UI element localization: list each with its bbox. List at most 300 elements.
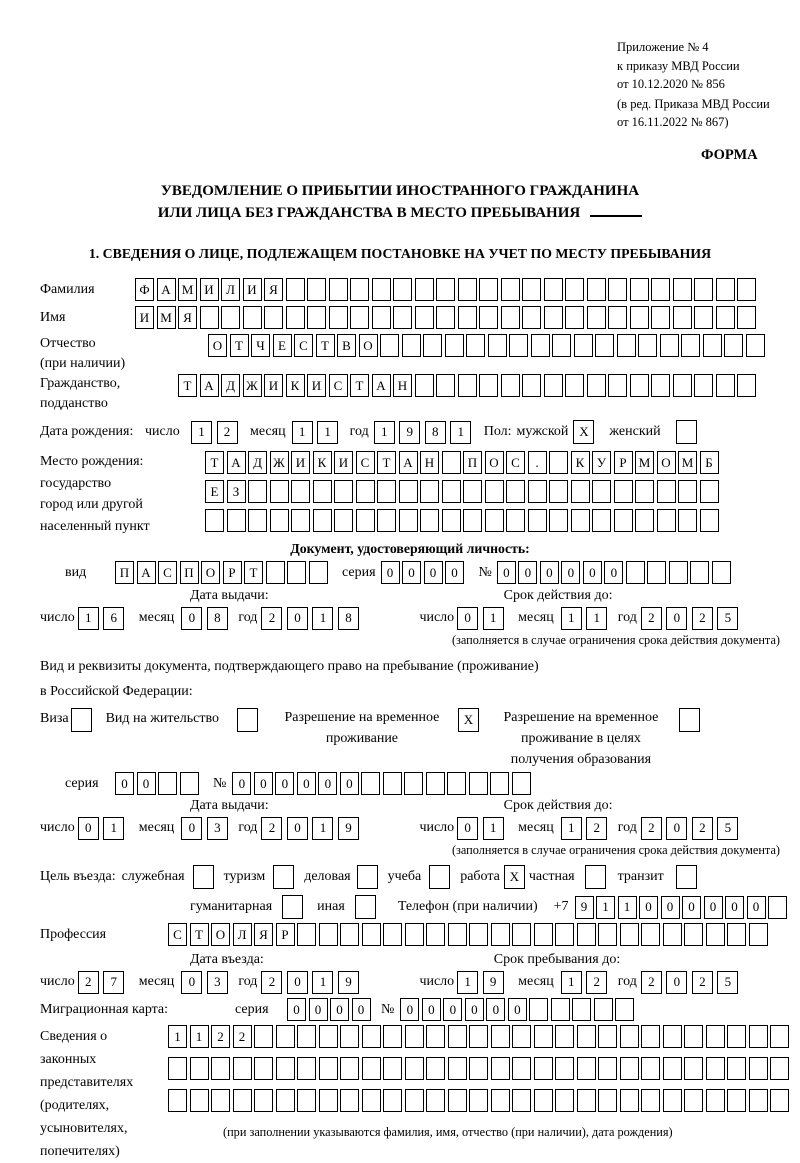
- form-cell[interactable]: [676, 865, 697, 889]
- form-cell[interactable]: 0: [78, 817, 99, 840]
- form-cell[interactable]: Б: [700, 451, 719, 474]
- form-cell[interactable]: [694, 306, 713, 329]
- form-cell[interactable]: [641, 923, 660, 946]
- form-cell[interactable]: 0: [508, 998, 527, 1021]
- form-cell[interactable]: 0: [287, 998, 306, 1021]
- form-cell[interactable]: [469, 923, 488, 946]
- residence-issue-month-cells[interactable]: [181, 817, 232, 840]
- form-cell[interactable]: 2: [261, 971, 282, 994]
- form-cell[interactable]: Т: [190, 923, 209, 946]
- form-cell[interactable]: [491, 1057, 510, 1080]
- form-cell[interactable]: 9: [338, 971, 359, 994]
- form-cell[interactable]: [377, 480, 396, 503]
- form-cell[interactable]: [681, 334, 700, 357]
- form-cell[interactable]: 1: [103, 817, 124, 840]
- purpose-official-checkbox[interactable]: [193, 865, 214, 889]
- form-cell[interactable]: К: [313, 451, 332, 474]
- form-cell[interactable]: 9: [483, 971, 504, 994]
- form-cell[interactable]: [684, 1057, 703, 1080]
- form-cell[interactable]: 0: [137, 772, 156, 795]
- form-cell[interactable]: 2: [641, 971, 662, 994]
- form-cell[interactable]: С: [506, 451, 525, 474]
- form-cell[interactable]: [180, 772, 199, 795]
- form-cell[interactable]: С: [294, 334, 313, 357]
- form-cell[interactable]: [415, 306, 434, 329]
- form-cell[interactable]: 2: [692, 817, 713, 840]
- purpose-private-checkbox[interactable]: [585, 865, 606, 889]
- residence-number-cells[interactable]: [232, 772, 533, 795]
- form-cell[interactable]: [694, 374, 713, 397]
- form-cell[interactable]: [509, 334, 528, 357]
- purpose-work-checkbox[interactable]: [504, 865, 525, 889]
- form-cell[interactable]: 6: [103, 607, 124, 630]
- form-cell[interactable]: 1: [618, 896, 637, 919]
- form-cell[interactable]: [630, 306, 649, 329]
- form-cell[interactable]: П: [463, 451, 482, 474]
- form-cell[interactable]: Л: [233, 923, 252, 946]
- form-cell[interactable]: [501, 306, 520, 329]
- form-cell[interactable]: 0: [604, 561, 623, 584]
- form-cell[interactable]: 0: [422, 998, 441, 1021]
- form-cell[interactable]: [531, 334, 550, 357]
- form-cell[interactable]: И: [307, 374, 326, 397]
- identity-kind-cells[interactable]: [115, 561, 330, 584]
- form-cell[interactable]: [587, 278, 606, 301]
- form-cell[interactable]: 0: [457, 607, 478, 630]
- form-cell[interactable]: 1: [596, 896, 615, 919]
- form-cell[interactable]: 1: [168, 1025, 187, 1048]
- form-cell[interactable]: [442, 509, 461, 532]
- form-cell[interactable]: Т: [316, 334, 335, 357]
- form-cell[interactable]: [211, 1089, 230, 1112]
- form-cell[interactable]: 0: [497, 561, 516, 584]
- form-cell[interactable]: [555, 923, 574, 946]
- form-cell[interactable]: [635, 480, 654, 503]
- form-cell[interactable]: 2: [211, 1025, 230, 1048]
- identity-number-cells[interactable]: [497, 561, 734, 584]
- form-cell[interactable]: [399, 509, 418, 532]
- form-cell[interactable]: 1: [292, 421, 313, 444]
- birth-place-cells-row1[interactable]: [205, 451, 721, 474]
- form-cell[interactable]: [447, 772, 466, 795]
- form-cell[interactable]: [266, 561, 285, 584]
- form-cell[interactable]: 3: [207, 971, 228, 994]
- form-cell[interactable]: [362, 1057, 381, 1080]
- form-cell[interactable]: [313, 509, 332, 532]
- form-cell[interactable]: 1: [561, 817, 582, 840]
- form-cell[interactable]: Н: [420, 451, 439, 474]
- form-cell[interactable]: 3: [207, 817, 228, 840]
- form-cell[interactable]: [436, 278, 455, 301]
- form-cell[interactable]: [657, 480, 676, 503]
- form-cell[interactable]: [592, 509, 611, 532]
- form-cell[interactable]: [529, 998, 548, 1021]
- form-cell[interactable]: [506, 480, 525, 503]
- form-cell[interactable]: 0: [704, 896, 723, 919]
- form-cell[interactable]: [700, 509, 719, 532]
- form-cell[interactable]: [555, 1025, 574, 1048]
- form-cell[interactable]: [393, 306, 412, 329]
- form-cell[interactable]: [684, 1025, 703, 1048]
- form-cell[interactable]: [297, 1057, 316, 1080]
- identity-series-cells[interactable]: [381, 561, 467, 584]
- form-cell[interactable]: 2: [586, 971, 607, 994]
- stay-month-cells[interactable]: [561, 971, 612, 994]
- form-cell[interactable]: [585, 865, 606, 889]
- form-cell[interactable]: [448, 923, 467, 946]
- form-cell[interactable]: 2: [261, 817, 282, 840]
- form-cell[interactable]: М: [157, 306, 176, 329]
- form-cell[interactable]: [297, 1089, 316, 1112]
- form-cell[interactable]: 1: [483, 607, 504, 630]
- form-cell[interactable]: [211, 1057, 230, 1080]
- form-cell[interactable]: О: [485, 451, 504, 474]
- form-cell[interactable]: [770, 1025, 789, 1048]
- residence-series-cells[interactable]: [115, 772, 201, 795]
- form-cell[interactable]: [383, 923, 402, 946]
- form-cell[interactable]: [620, 1057, 639, 1080]
- form-cell[interactable]: 0: [297, 772, 316, 795]
- form-cell[interactable]: [522, 306, 541, 329]
- form-cell[interactable]: [248, 509, 267, 532]
- form-cell[interactable]: [362, 923, 381, 946]
- form-cell[interactable]: [501, 374, 520, 397]
- form-cell[interactable]: [770, 1057, 789, 1080]
- form-cell[interactable]: [768, 896, 787, 919]
- form-cell[interactable]: 5: [717, 817, 738, 840]
- form-cell[interactable]: [168, 1057, 187, 1080]
- form-cell[interactable]: [716, 306, 735, 329]
- form-cell[interactable]: [383, 1057, 402, 1080]
- form-cell[interactable]: [469, 1057, 488, 1080]
- form-cell[interactable]: X: [458, 708, 479, 732]
- birth-year-cells[interactable]: [374, 421, 476, 444]
- form-cell[interactable]: 0: [352, 998, 371, 1021]
- form-cell[interactable]: 0: [181, 817, 202, 840]
- form-cell[interactable]: 0: [232, 772, 251, 795]
- form-cell[interactable]: П: [115, 561, 134, 584]
- form-cell[interactable]: И: [291, 451, 310, 474]
- phone-cells[interactable]: [575, 896, 790, 919]
- form-cell[interactable]: А: [372, 374, 391, 397]
- form-cell[interactable]: [727, 1089, 746, 1112]
- form-cell[interactable]: [287, 561, 306, 584]
- form-cell[interactable]: 1: [191, 421, 212, 444]
- migration-number-cells[interactable]: [400, 998, 637, 1021]
- representatives-cells-row3[interactable]: [168, 1089, 792, 1112]
- form-cell[interactable]: [340, 1057, 359, 1080]
- form-cell[interactable]: Т: [205, 451, 224, 474]
- form-cell[interactable]: 1: [561, 607, 582, 630]
- form-cell[interactable]: [426, 923, 445, 946]
- residence-expiry-day-cells[interactable]: [457, 817, 508, 840]
- form-cell[interactable]: [716, 278, 735, 301]
- form-cell[interactable]: [598, 1089, 617, 1112]
- form-cell[interactable]: А: [227, 451, 246, 474]
- form-cell[interactable]: [577, 923, 596, 946]
- form-cell[interactable]: Т: [377, 451, 396, 474]
- birth-place-cells-row2[interactable]: [205, 480, 721, 503]
- entry-day-cells[interactable]: [78, 971, 129, 994]
- form-cell[interactable]: [415, 374, 434, 397]
- form-cell[interactable]: [291, 509, 310, 532]
- form-cell[interactable]: [673, 374, 692, 397]
- form-cell[interactable]: Л: [221, 278, 240, 301]
- form-cell[interactable]: У: [592, 451, 611, 474]
- form-cell[interactable]: 2: [586, 817, 607, 840]
- form-cell[interactable]: 1: [78, 607, 99, 630]
- form-cell[interactable]: Д: [248, 451, 267, 474]
- form-cell[interactable]: [641, 1025, 660, 1048]
- form-cell[interactable]: [706, 1057, 725, 1080]
- form-cell[interactable]: [614, 509, 633, 532]
- form-cell[interactable]: [749, 1089, 768, 1112]
- form-cell[interactable]: 0: [400, 998, 419, 1021]
- form-cell[interactable]: [749, 1057, 768, 1080]
- identity-expiry-day-cells[interactable]: [457, 607, 508, 630]
- form-cell[interactable]: Е: [205, 480, 224, 503]
- form-cell[interactable]: В: [337, 334, 356, 357]
- form-cell[interactable]: [679, 708, 700, 732]
- form-cell[interactable]: [544, 374, 563, 397]
- form-cell[interactable]: [549, 451, 568, 474]
- form-cell[interactable]: .: [528, 451, 547, 474]
- form-cell[interactable]: [458, 278, 477, 301]
- form-cell[interactable]: Ч: [251, 334, 270, 357]
- form-cell[interactable]: [404, 772, 423, 795]
- form-cell[interactable]: 0: [518, 561, 537, 584]
- form-cell[interactable]: [522, 374, 541, 397]
- form-cell[interactable]: [595, 334, 614, 357]
- form-cell[interactable]: [512, 772, 531, 795]
- form-cell[interactable]: [620, 923, 639, 946]
- form-cell[interactable]: [436, 374, 455, 397]
- form-cell[interactable]: А: [157, 278, 176, 301]
- form-cell[interactable]: [420, 480, 439, 503]
- form-cell[interactable]: [71, 708, 92, 732]
- form-cell[interactable]: [565, 306, 584, 329]
- form-cell[interactable]: [393, 278, 412, 301]
- form-cell[interactable]: [463, 480, 482, 503]
- purpose-other-checkbox[interactable]: [355, 895, 376, 919]
- form-cell[interactable]: [491, 1025, 510, 1048]
- form-cell[interactable]: [737, 374, 756, 397]
- form-cell[interactable]: О: [657, 451, 676, 474]
- form-cell[interactable]: [402, 334, 421, 357]
- form-cell[interactable]: [577, 1089, 596, 1112]
- identity-issue-day-cells[interactable]: [78, 607, 129, 630]
- form-cell[interactable]: [608, 278, 627, 301]
- form-cell[interactable]: [727, 1057, 746, 1080]
- form-cell[interactable]: 0: [254, 772, 273, 795]
- form-cell[interactable]: [684, 1089, 703, 1112]
- form-cell[interactable]: [205, 509, 224, 532]
- form-cell[interactable]: 0: [445, 561, 464, 584]
- purpose-humanitarian-checkbox[interactable]: [282, 895, 303, 919]
- form-cell[interactable]: [357, 865, 378, 889]
- migration-series-cells[interactable]: [287, 998, 373, 1021]
- form-cell[interactable]: X: [504, 865, 525, 889]
- form-cell[interactable]: [716, 374, 735, 397]
- form-cell[interactable]: [405, 1025, 424, 1048]
- form-cell[interactable]: [254, 1025, 273, 1048]
- form-cell[interactable]: [626, 561, 645, 584]
- form-cell[interactable]: Я: [264, 278, 283, 301]
- form-cell[interactable]: [276, 1089, 295, 1112]
- form-cell[interactable]: [544, 278, 563, 301]
- form-cell[interactable]: 1: [190, 1025, 209, 1048]
- form-cell[interactable]: [340, 1025, 359, 1048]
- form-cell[interactable]: Т: [350, 374, 369, 397]
- form-cell[interactable]: [319, 1089, 338, 1112]
- form-cell[interactable]: 0: [402, 561, 421, 584]
- form-cell[interactable]: [512, 1025, 531, 1048]
- form-cell[interactable]: 9: [399, 421, 420, 444]
- form-cell[interactable]: 9: [338, 817, 359, 840]
- form-cell[interactable]: [528, 480, 547, 503]
- form-cell[interactable]: [193, 865, 214, 889]
- stay-day-cells[interactable]: [457, 971, 508, 994]
- form-cell[interactable]: [706, 1025, 725, 1048]
- form-cell[interactable]: 0: [747, 896, 766, 919]
- form-cell[interactable]: С: [168, 923, 187, 946]
- form-cell[interactable]: [372, 306, 391, 329]
- form-cell[interactable]: [307, 278, 326, 301]
- form-cell[interactable]: 0: [465, 998, 484, 1021]
- form-cell[interactable]: [614, 480, 633, 503]
- form-cell[interactable]: [641, 1057, 660, 1080]
- form-cell[interactable]: [737, 278, 756, 301]
- form-cell[interactable]: [254, 1089, 273, 1112]
- form-cell[interactable]: 0: [666, 607, 687, 630]
- form-cell[interactable]: [248, 480, 267, 503]
- form-cell[interactable]: [479, 374, 498, 397]
- form-cell[interactable]: [749, 923, 768, 946]
- form-cell[interactable]: 1: [312, 971, 333, 994]
- form-cell[interactable]: Т: [244, 561, 263, 584]
- residence-expiry-month-cells[interactable]: [561, 817, 612, 840]
- form-cell[interactable]: 1: [312, 817, 333, 840]
- form-cell[interactable]: О: [359, 334, 378, 357]
- form-cell[interactable]: [630, 278, 649, 301]
- form-cell[interactable]: [678, 480, 697, 503]
- form-cell[interactable]: [635, 509, 654, 532]
- form-cell[interactable]: 1: [317, 421, 338, 444]
- form-cell[interactable]: [458, 306, 477, 329]
- form-cell[interactable]: Д: [221, 374, 240, 397]
- form-cell[interactable]: 0: [666, 971, 687, 994]
- form-cell[interactable]: [727, 1025, 746, 1048]
- form-cell[interactable]: 2: [217, 421, 238, 444]
- identity-issue-year-cells[interactable]: [261, 607, 363, 630]
- birth-place-cells-row3[interactable]: [205, 509, 721, 532]
- form-cell[interactable]: [615, 998, 634, 1021]
- form-cell[interactable]: [657, 509, 676, 532]
- form-cell[interactable]: 1: [457, 971, 478, 994]
- form-cell[interactable]: [522, 278, 541, 301]
- form-cell[interactable]: [254, 1057, 273, 1080]
- form-cell[interactable]: [469, 1025, 488, 1048]
- form-cell[interactable]: 0: [443, 998, 462, 1021]
- form-cell[interactable]: [282, 895, 303, 919]
- form-cell[interactable]: И: [200, 278, 219, 301]
- sex-male-checkbox[interactable]: [573, 420, 594, 444]
- form-cell[interactable]: И: [334, 451, 353, 474]
- form-cell[interactable]: 2: [641, 607, 662, 630]
- form-cell[interactable]: [426, 1057, 445, 1080]
- form-cell[interactable]: И: [243, 278, 262, 301]
- form-cell[interactable]: [270, 480, 289, 503]
- form-cell[interactable]: [334, 509, 353, 532]
- form-cell[interactable]: [651, 374, 670, 397]
- form-cell[interactable]: [190, 1057, 209, 1080]
- form-cell[interactable]: [712, 561, 731, 584]
- form-cell[interactable]: [608, 306, 627, 329]
- purpose-tourism-checkbox[interactable]: [273, 865, 294, 889]
- form-cell[interactable]: [594, 998, 613, 1021]
- form-cell[interactable]: [555, 1057, 574, 1080]
- form-cell[interactable]: 9: [575, 896, 594, 919]
- form-cell[interactable]: [549, 480, 568, 503]
- form-cell[interactable]: [227, 509, 246, 532]
- form-cell[interactable]: 0: [457, 817, 478, 840]
- form-cell[interactable]: 2: [692, 971, 713, 994]
- form-cell[interactable]: [673, 306, 692, 329]
- form-cell[interactable]: [383, 1025, 402, 1048]
- form-cell[interactable]: 0: [287, 607, 308, 630]
- form-cell[interactable]: 0: [486, 998, 505, 1021]
- edu-permit-checkbox[interactable]: [679, 708, 700, 732]
- stay-year-cells[interactable]: [641, 971, 743, 994]
- form-cell[interactable]: [286, 306, 305, 329]
- form-cell[interactable]: А: [399, 451, 418, 474]
- form-cell[interactable]: [574, 334, 593, 357]
- form-cell[interactable]: С: [356, 451, 375, 474]
- form-cell[interactable]: [512, 923, 531, 946]
- identity-issue-month-cells[interactable]: [181, 607, 232, 630]
- form-cell[interactable]: 1: [312, 607, 333, 630]
- form-cell[interactable]: [445, 334, 464, 357]
- form-cell[interactable]: [565, 374, 584, 397]
- form-cell[interactable]: [669, 561, 688, 584]
- form-cell[interactable]: [383, 1089, 402, 1112]
- form-cell[interactable]: [233, 1089, 252, 1112]
- form-cell[interactable]: [276, 1025, 295, 1048]
- form-cell[interactable]: [479, 278, 498, 301]
- form-cell[interactable]: 0: [318, 772, 337, 795]
- form-cell[interactable]: 0: [275, 772, 294, 795]
- form-cell[interactable]: [297, 1025, 316, 1048]
- form-cell[interactable]: [405, 923, 424, 946]
- form-cell[interactable]: [746, 334, 765, 357]
- form-cell[interactable]: [405, 1089, 424, 1112]
- form-cell[interactable]: 0: [181, 607, 202, 630]
- form-cell[interactable]: [577, 1057, 596, 1080]
- form-cell[interactable]: [380, 334, 399, 357]
- temp-permit-checkbox[interactable]: [458, 708, 479, 732]
- form-cell[interactable]: [703, 334, 722, 357]
- form-cell[interactable]: 1: [374, 421, 395, 444]
- form-cell[interactable]: [350, 278, 369, 301]
- form-cell[interactable]: [663, 1025, 682, 1048]
- form-cell[interactable]: [319, 1057, 338, 1080]
- form-cell[interactable]: [572, 998, 591, 1021]
- form-cell[interactable]: [286, 278, 305, 301]
- form-cell[interactable]: [479, 306, 498, 329]
- form-cell[interactable]: [426, 772, 445, 795]
- form-cell[interactable]: [724, 334, 743, 357]
- given-name-cells[interactable]: [135, 306, 759, 329]
